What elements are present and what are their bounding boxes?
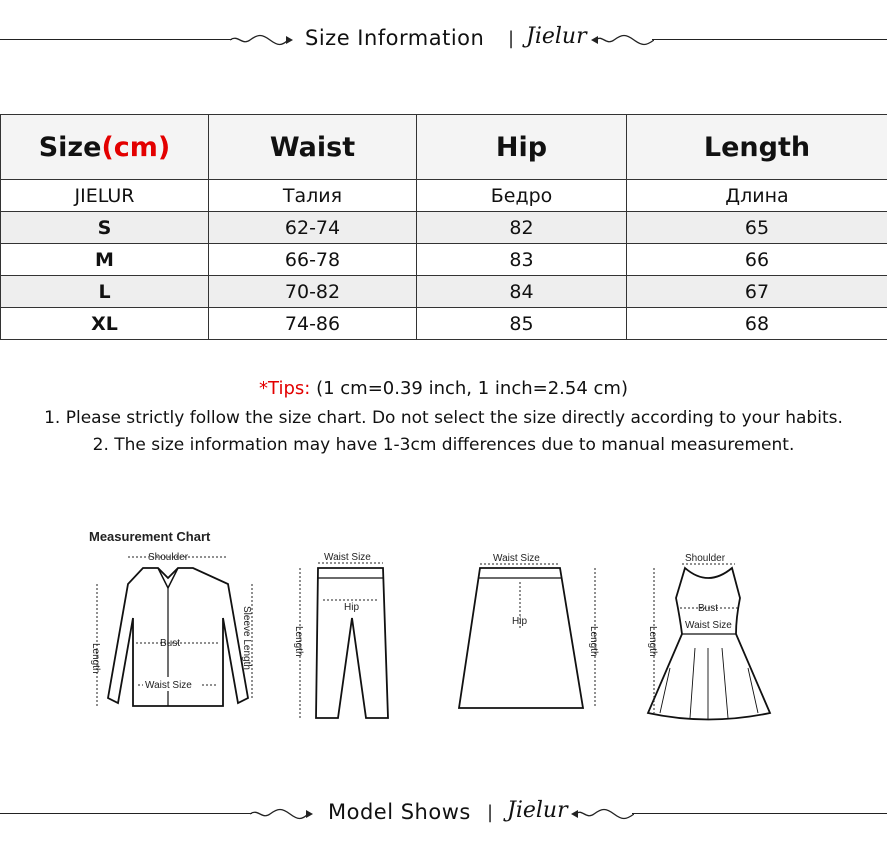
shirt-sleeve-label: Sleeve Length [241,606,252,670]
subheader-length: Длина [627,180,887,212]
swirl-ornament-left-icon [250,804,314,824]
waist-cell: 70-82 [209,276,417,308]
brand-logo: Jielur [507,798,568,823]
shirt-diagram [88,548,263,728]
pants-diagram [288,548,398,728]
dress-diagram [640,548,775,728]
skirt-diagram [455,548,610,728]
header-size: Size(cm) [1,115,209,180]
tips-conversion-line [0,378,887,399]
banner-rule-right [652,39,887,40]
size-table [0,114,887,340]
size-cell: M [1,244,209,276]
header-waist: Waist [209,115,417,180]
shirt-waist-label: Waist Size [145,680,192,691]
size-information-banner [0,22,887,58]
banner-separator: | [508,28,515,49]
hip-cell: 83 [417,244,627,276]
banner-rule-right [632,813,887,814]
length-cell: 67 [627,276,887,308]
banner-rule-left [0,813,252,814]
tips-line-1: 1. Please strictly follow the size chart. Do not select the size directly according to your habits. [44,408,843,428]
length-cell: 68 [627,308,887,340]
banner-separator: | [487,802,494,823]
skirt-length-label: Length [588,626,599,657]
header-size-unit: (cm) [101,131,171,163]
header-length: Length [627,115,887,180]
size-cell: S [1,212,209,244]
waist-cell: 62-74 [209,212,417,244]
shirt-bust-label: Bust [160,638,181,649]
hip-cell: 84 [417,276,627,308]
size-cell: XL [1,308,209,340]
brand-logo: Jielur [526,24,587,49]
length-cell: 65 [627,212,887,244]
table-row [1,276,887,308]
skirt-hip-label: Hip [512,616,528,627]
shirt-length-label: Length [90,643,101,674]
dress-bust-label: Bust [698,603,719,614]
skirt-waist-label: Waist Size [493,553,540,564]
length-cell: 66 [627,244,887,276]
subheader-brand: JIELUR [1,180,209,212]
shirt-shoulder-label: Shoulder [148,552,189,563]
dress-length-label: Length [647,626,658,657]
tips-conversion: (1 cm=0.39 inch, 1 inch=2.54 cm) [316,378,628,399]
table-row [1,244,887,276]
size-table-header-row [1,115,887,180]
table-row [1,308,887,340]
hip-cell: 85 [417,308,627,340]
model-shows-banner [0,796,887,832]
swirl-ornament-right-icon [570,804,634,824]
dress-shoulder-label: Shoulder [685,553,726,564]
pants-waist-label: Waist Size [324,552,371,563]
swirl-ornament-left-icon [230,30,294,50]
swirl-ornament-right-icon [590,30,654,50]
banner-title: Size Information [305,26,485,50]
subheader-hip: Бедро [417,180,627,212]
banner-rule-left [0,39,232,40]
dress-waist-label: Waist Size [685,620,732,631]
header-hip: Hip [417,115,627,180]
banner-title: Model Shows [328,800,471,824]
tips-line-2: 2. The size information may have 1-3cm differences due to manual measurement. [92,435,795,455]
waist-cell: 74-86 [209,308,417,340]
measurement-chart [0,520,887,740]
size-table-subheader-row [1,180,887,212]
tips-label: *Tips: [259,378,311,399]
pants-hip-label: Hip [344,602,360,613]
waist-cell: 66-78 [209,244,417,276]
subheader-waist: Талия [209,180,417,212]
table-row [1,212,887,244]
pants-length-label: Length [293,626,304,657]
measurement-chart-title: Measurement Chart [89,529,211,544]
hip-cell: 82 [417,212,627,244]
size-cell: L [1,276,209,308]
